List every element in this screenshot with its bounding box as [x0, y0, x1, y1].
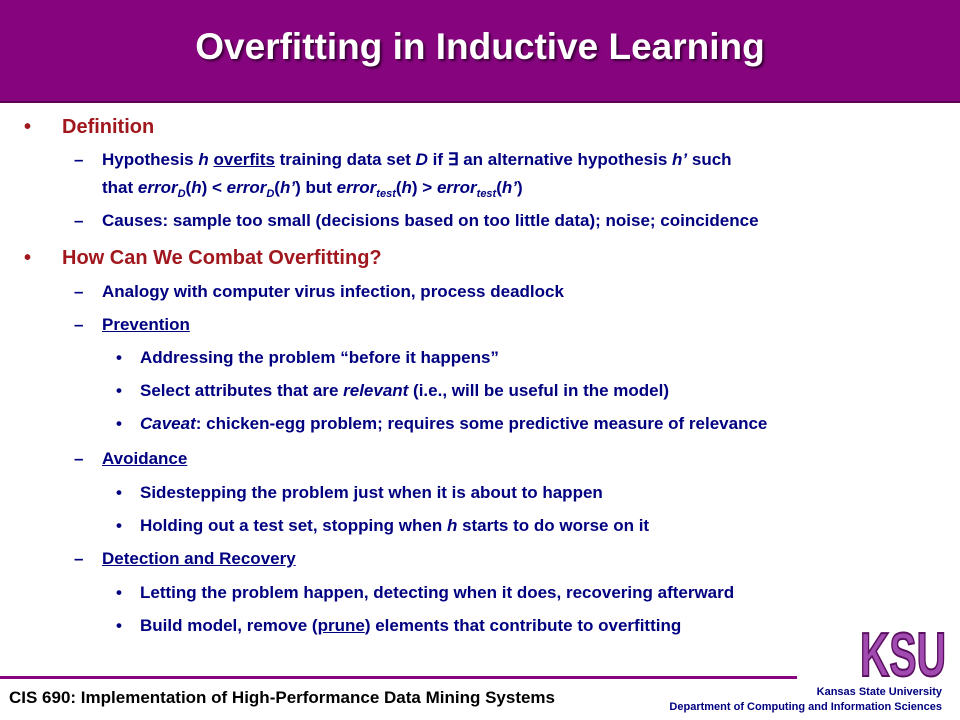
- footer-divider: [0, 676, 797, 679]
- university-name: Kansas State University: [816, 686, 942, 698]
- detection-item-2: Build model, remove (prune) elements that contribute to overfitting: [140, 616, 682, 635]
- dash: –: [74, 150, 84, 169]
- department-name: Department of Computing and Information Sciences: [669, 701, 942, 713]
- definition-item-1-line-2: that error$_D$(h) < error$_D$(h’) but error$_{test}$(h) > error$_{test}$(h’): [102, 178, 523, 200]
- definition-item-2: Causes: sample too small (decisions based on too little data); noise; coincidence: [102, 211, 759, 230]
- bullet: •: [24, 247, 32, 269]
- dash: –: [74, 315, 84, 334]
- bullet: •: [116, 616, 122, 635]
- ksu-logo: [858, 618, 948, 682]
- dash: –: [74, 449, 84, 468]
- svg-text:KSU: KSU: [860, 621, 946, 682]
- dash: –: [74, 211, 84, 230]
- prevention-item-3: Caveat: chicken-egg problem; requires some predictive measure of relevance: [140, 414, 768, 433]
- combat-heading: How Can We Combat Overfitting?: [62, 247, 382, 269]
- dash: –: [74, 549, 84, 568]
- bullet: •: [116, 381, 122, 400]
- avoidance-heading: Avoidance: [102, 449, 188, 468]
- prevention-item-1: Addressing the problem “before it happens”: [140, 348, 499, 367]
- bullet: •: [116, 483, 122, 502]
- definition-item-1-line-1: Hypothesis h overfits training data set D if ∃ an alternative hypothesis h’ such: [102, 150, 732, 169]
- prevention-heading: Prevention: [102, 315, 190, 334]
- definition-heading: Definition: [62, 116, 155, 138]
- analogy-item: Analogy with computer virus infection, process deadlock: [102, 282, 564, 301]
- slide-title: Overfitting in Inductive Learning: [195, 26, 765, 67]
- bullet: •: [116, 583, 122, 602]
- bullet: •: [116, 414, 122, 433]
- detection-heading: Detection and Recovery: [102, 549, 296, 568]
- detection-item-1: Letting the problem happen, detecting when it does, recovering afterward: [140, 583, 735, 602]
- avoidance-item-2: Holding out a test set, stopping when h starts to do worse on it: [140, 516, 650, 535]
- bullet: •: [24, 116, 32, 138]
- dash: –: [74, 282, 84, 301]
- avoidance-item-1: Sidestepping the problem just when it is about to happen: [140, 483, 603, 502]
- bullet: •: [116, 516, 122, 535]
- course-title: CIS 690: Implementation of High-Performance Data Mining Systems: [9, 688, 556, 707]
- prevention-item-2: Select attributes that are relevant (i.e., will be useful in the model): [140, 381, 670, 400]
- bullet: •: [116, 348, 122, 367]
